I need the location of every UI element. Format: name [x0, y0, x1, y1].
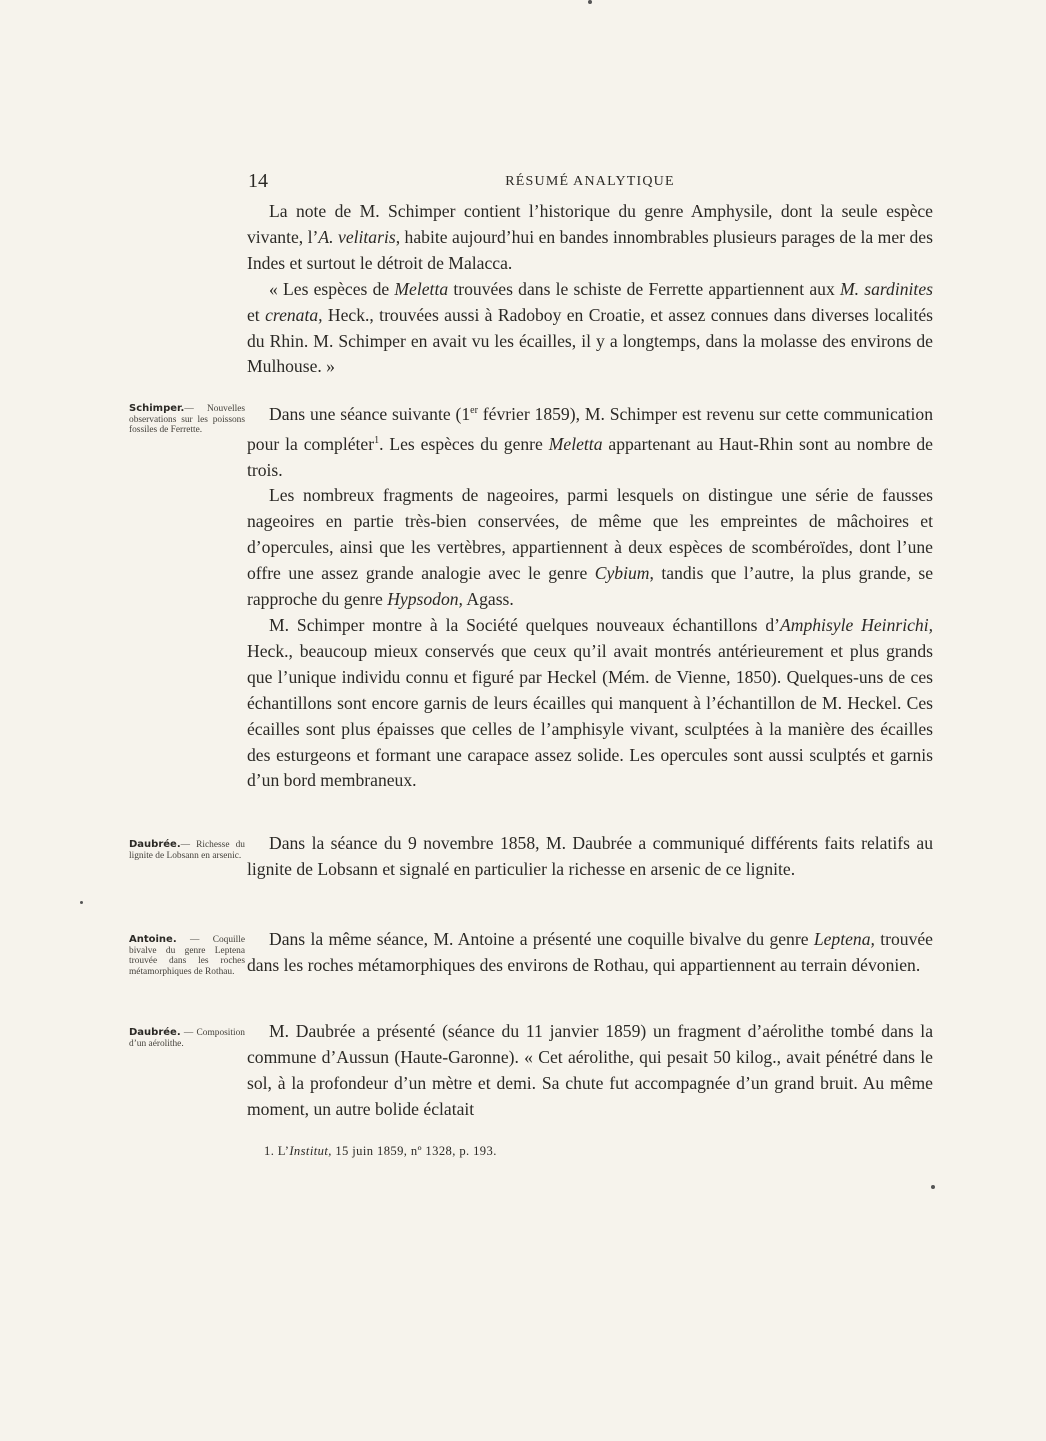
paragraph: « Les espèces de Meletta trouvées dans le schiste de Ferrette appartiennent aux M. sardinites et crenata, Heck., trouvées aussi à Radoboy en Croatie, et assez connues dans diverses localités du Rhin. M. Schimper en avait vu les écailles, il y a longtemps, dans la molasse des environs de Mulhouse. » [247, 278, 933, 377]
text-block-amphysile [247, 199, 933, 380]
paragraph: Dans la séance du 9 novembre 1858, M. Daubrée a communiqué différents faits relatifs au lignite de Lobsann et signalé en particulier la richesse en arsenic de ce lignite. [247, 833, 933, 879]
footnote: 1. L’Institut, 15 juin 1859, nº 1328, p. 193. [264, 1144, 497, 1158]
running-title: RÉSUMÉ ANALYTIQUE [505, 174, 675, 189]
margin-note-schimper: Schimper.— Nouvelles observations sur les poissons fossiles de Ferrette. [129, 403, 245, 435]
text-block-leptena [247, 927, 933, 979]
page-header [248, 170, 932, 192]
paragraph: M. Daubrée a présenté (séance du 11 janvier 1859) un fragment d’aérolithe tombé dans la commune d’Aussun (Haute-Garonne). « Cet aérolithe, qui pesait 50 kilog., avait pénétré dans le sol, à la profondeur d’un mètre et demi. Sa chute fut accompagnée d’un grand bruit. Au même moment, un autre bolide éclatait [247, 1021, 933, 1119]
paper-speck [931, 1185, 935, 1189]
margin-note-daubree-lignite: Daubrée.— Richesse du lignite de Lobsann en arsenic. [129, 839, 245, 861]
margin-note-daubree-aerolithe: Daubrée. — Composition d’un aérolithe. [129, 1027, 245, 1049]
paper-speck [588, 0, 592, 4]
page-number: 14 [248, 170, 268, 192]
paper-speck [80, 901, 83, 904]
paragraph: Dans la même séance, M. Antoine a présenté une coquille bivalve du genre Leptena, trouvée dans les roches métamorphiques des environs de Rothau, qui appartiennent au terrain dévonien. [247, 929, 933, 975]
paragraph: La note de M. Schimper contient l’historique du genre Amphysile, dont la seule espèce vivante, l’A. velitaris, habite aujourd’hui en bandes innombrables plusieurs parages de la mer des Indes et surtout le détroit de Malacca. [247, 201, 933, 273]
text-block-aerolithe [247, 1019, 933, 1123]
margin-note-antoine: Antoine. — Coquille bivalve du genre Leptena trouvée dans les roches métamorphiques de Rothau. [129, 934, 245, 977]
text-block-lignite [247, 831, 933, 883]
paragraph: M. Schimper montre à la Société quelques nouveaux échantillons d’Amphisyle Heinrichi, Heck., beaucoup mieux conservés que ceux qu’il avait montrés antérieurement et plus grands que l’unique individu connu et figuré par Heckel (Mém. de Vienne, 1850). Quelques-uns de ces échantillons sont encore garnis de leurs écailles qui manquent à l’échantillon de M. Heckel. Ces écailles sont plus épaisses que celles de l’amphisyle vivant, sculptées à la manière des écailles des esturgeons et formant une carapace assez solide. Les opercules sont aussi sculptés et garnis d’un bord membraneux. [247, 614, 933, 791]
paragraph: Les nombreux fragments de nageoires, parmi lesquels on distingue une série de fausses nageoires en partie très-bien conservées, de même que les empreintes de mâchoires et d’opercules, ainsi que les vertèbres, appartiennent à deux espèces de scombéroïdes, dont l’une offre une assez grande analogie avec le genre Cybium, tandis que l’autre, la plus grande, se rapproche du genre Hypsodon, Agass. [247, 485, 934, 610]
paragraph: Dans une séance suivante (1er février 1859), M. Schimper est revenu sur cette communication pour la compléter$^1$. Les espèces du genre Meletta appartenant au Haut-Rhin sont au nombre de trois. [247, 403, 933, 480]
text-block-schimper [247, 398, 933, 794]
